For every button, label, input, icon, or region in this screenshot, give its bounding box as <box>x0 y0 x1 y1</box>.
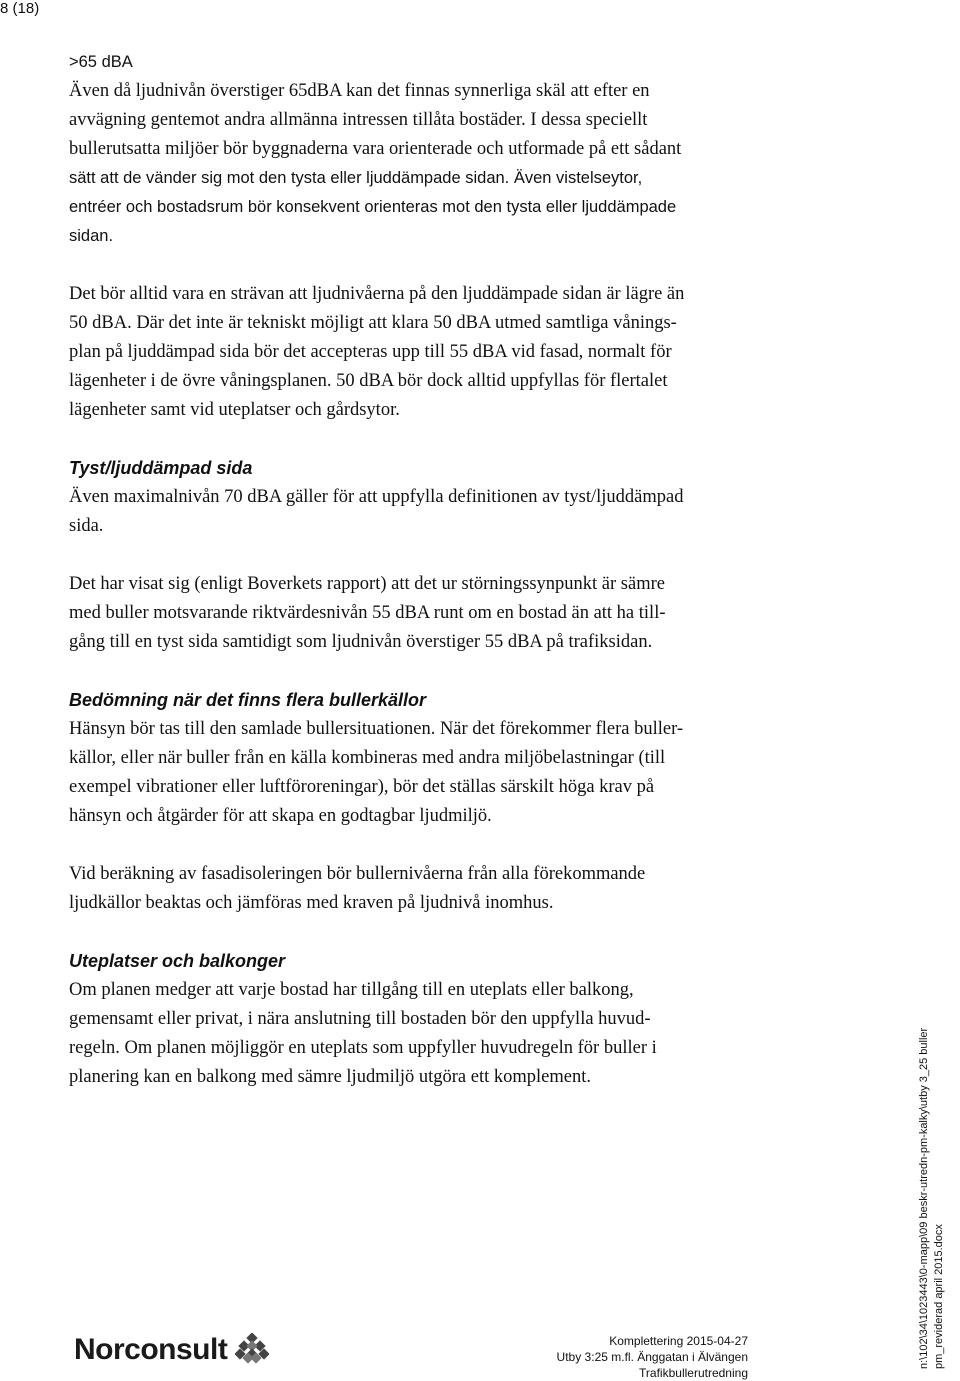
text-line: exempel vibrationer eller luftföroreningar), bör det ställas särskilt höga krav på <box>69 777 655 797</box>
logo-wordmark: Norconsult <box>74 1333 228 1366</box>
text-line: ljudkällor beaktas och jämföras med kraven på ljudnivå inomhus. <box>69 893 554 913</box>
text-line: lägenheter samt vid uteplatser och gårdsytor. <box>69 400 400 420</box>
paragraph-over-65 <box>69 48 759 251</box>
text-line: lägenheter i de övre våningsplanen. 50 dBA bör dock alltid uppfyllas för flertalet <box>69 371 668 391</box>
text-line: Det har visat sig (enligt Boverkets rapport) att det ur störningssynpunkt är sämre <box>69 574 665 594</box>
footer-info <box>557 1333 748 1381</box>
inline-heading-over-65: >65 dBA <box>69 53 133 71</box>
paragraph-boverket <box>69 570 759 657</box>
paragraph-facade <box>69 860 759 918</box>
paragraph-patios <box>69 976 759 1092</box>
text-line: bullerutsatta miljöer bör byggnaderna vara orienterade och utformade på ett sådant <box>69 139 682 159</box>
norconsult-logo <box>74 1333 269 1367</box>
paragraph-multiple-sources <box>69 715 759 831</box>
paragraph-quiet <box>69 483 759 541</box>
page-number: 8 (18) <box>0 0 40 17</box>
text-line: med buller motsvarande riktvärdesnivån 55 dBA runt om en bostad än att ha till- <box>69 603 666 623</box>
text-line: sida. <box>69 516 104 536</box>
text-line: gemensamt eller privat, i nära anslutning till bostaden bör den uppfylla huvud- <box>69 1009 651 1029</box>
text-line: avvägning gentemot andra allmänna intressen tillåta bostäder. I dessa speciellt <box>69 110 648 130</box>
footer-line: Komplettering 2015-04-27 <box>609 1334 748 1348</box>
logo-diamond-icon <box>235 1333 269 1367</box>
footer-line: Trafikbullerutredning <box>639 1366 748 1380</box>
heading-patios-balconies: Uteplatser och balkonger <box>69 951 286 971</box>
heading-multiple-sources: Bedömning när det finns flera bullerkällor <box>69 690 427 710</box>
text-line: gång till en tyst sida samtidigt som ljudnivån överstiger 55 dBA på trafiksidan. <box>69 632 653 652</box>
text-line: Det bör alltid vara en strävan att ljudnivåerna på den ljuddämpade sidan är lägre än <box>69 284 685 304</box>
text-line: Om planen medger att varje bostad har tillgång till en uteplats eller balkong, <box>69 980 634 1000</box>
footer-line: Utby 3:25 m.fl. Änggatan i Älvängen <box>556 1350 748 1364</box>
heading-quiet-side: Tyst/ljuddämpad sida <box>69 458 253 478</box>
paragraph-strive <box>69 280 759 425</box>
text-line: regeln. Om planen möjliggör en uteplats som uppfyller huvudregeln för buller i <box>69 1038 657 1058</box>
text-line: 50 dBA. Där det inte är tekniskt möjligt att klara 50 dBA utmed samtliga vånings- <box>69 313 677 333</box>
text-line: Vid beräkning av fasadisoleringen bör bullernivåerna från alla förekommande <box>69 864 646 884</box>
text-line: källor, eller när buller från en källa kombineras med andra miljöbelastningar (till <box>69 748 666 768</box>
text-line: planering kan en balkong med sämre ljudmiljö utgöra ett komplement. <box>69 1067 591 1087</box>
text-line: sidan. <box>69 227 114 245</box>
text-line: sätt att de vänder sig mot den tysta eller ljuddämpade sidan. Även vistelseytor, <box>69 169 643 187</box>
document-body <box>69 48 759 1092</box>
text-line: Hänsyn bör tas till den samlade bullersituationen. När det förekommer flera buller- <box>69 719 684 739</box>
text-line: Även då ljudnivån överstiger 65dBA kan det finnas synnerliga skäl att efter en <box>69 81 650 101</box>
text-line: Även maximalnivån 70 dBA gäller för att uppfylla definitionen av tyst/ljuddämpad <box>69 487 684 507</box>
text-line: entréer och bostadsrum bör konsekvent orienteras mot den tysta eller ljuddämpade <box>69 198 677 216</box>
text-line: hänsyn och åtgärder för att skapa en godtagbar ljudmiljö. <box>69 806 492 826</box>
text-line: plan på ljuddämpad sida bör det accepteras upp till 55 dBA vid fasad, normalt för <box>69 342 672 362</box>
